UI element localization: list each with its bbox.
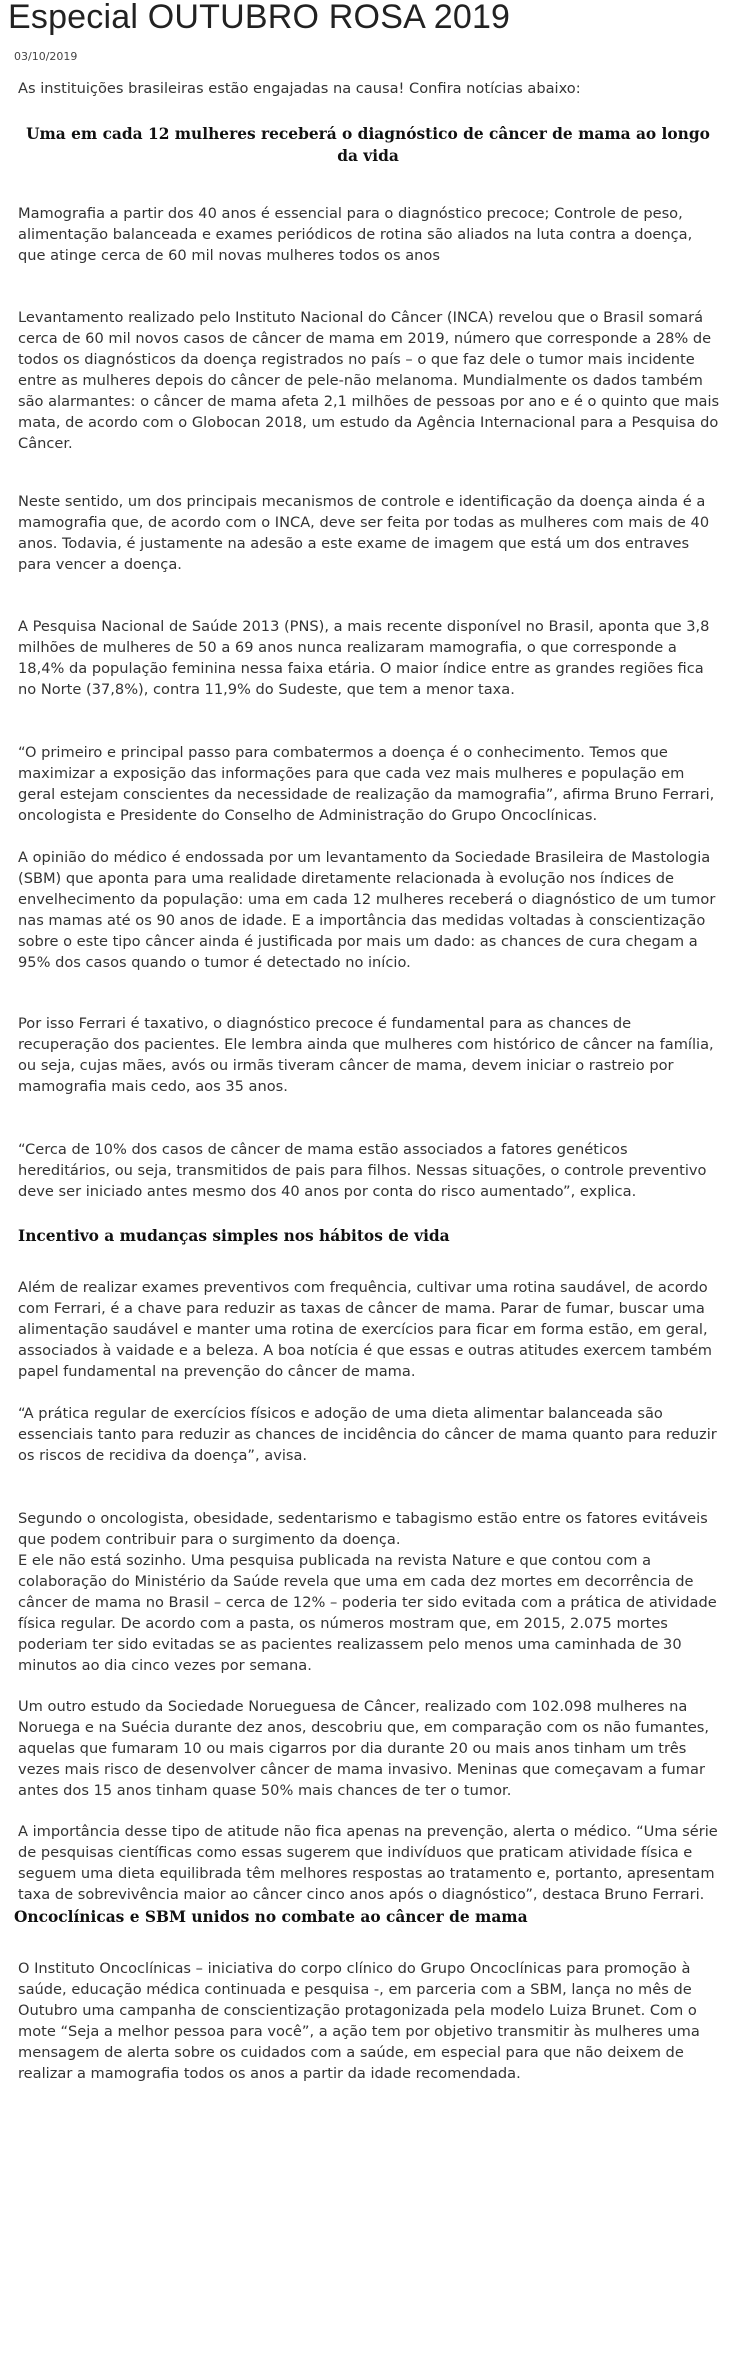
- quote-paragraph: “Cerca de 10% dos casos de câncer de mama estão associados a fatores genéticos hereditários, ou seja, transmitidos de pais para filhos. Nessas situações, o controle preventivo deve ser iniciado antes mesmo dos 40 anos por conta do risco aumentado”, explica.: [18, 1141, 707, 1200]
- paragraph: E ele não está sozinho. Uma pesquisa publicada na revista Nature e que contou com a colaboração do Ministério da Saúde revela que uma em cada dez mortes em decorrência de câncer de mama no Brasil – cerca de 12% – poderia ter sido evitada com a prática de atividade física regular. De acordo com a pasta, os números mostram que, em 2015, 2.075 mortes poderiam ter sido evitadas se as pacientes realizassem pelo menos uma caminhada de 30 minutos ao dia cinco vezes por semana.: [18, 1552, 717, 1674]
- page-title: Especial OUTUBRO ROSA 2019: [8, 0, 511, 36]
- paragraph: Neste sentido, um dos principais mecanismos de controle e identificação da doença ainda é a mamografia que, de acordo com o INCA, deve ser feita por todas as mulheres com mais de 40 anos. Todavia, é justamente na adesão a este exame de imagem que está um dos entraves para vencer a doença.: [18, 493, 710, 573]
- quote-paragraph: “A prática regular de exercícios físicos e adoção de uma dieta alimentar balanceada são essenciais tanto para reduzir as chances de incidência do câncer de mama quanto para reduzir os riscos de recidiva da doença”, avisa.: [18, 1405, 717, 1464]
- paragraph: Segundo o oncologista, obesidade, sedentarismo e tabagismo estão entre os fatores evitáveis que podem contribuir para o surgimento da doença.: [18, 1510, 708, 1548]
- paragraph: A opinião do médico é endossada por um levantamento da Sociedade Brasileira de Mastologia (SBM) que aponta para uma realidade diretamente relacionada à evolução nos índices de envelhecimento da população: uma em cada 12 mulheres receberá o diagnóstico de um tumor nas mamas até os 90 anos de idade. E a importância das medidas voltadas à conscientização sobre o este tipo câncer ainda é justificada por mais um dado: as chances de cura chegam a 95% dos casos quando o tumor é detectado no início.: [18, 849, 716, 971]
- paragraph: Um outro estudo da Sociedade Norueguesa de Câncer, realizado com 102.098 mulheres na Noruega e na Suécia durante dez anos, descobriu que, em comparação com os não fumantes, aquelas que fumaram 10 ou mais cigarros por dia durante 20 ou mais anos tinham um três vezes mais risco de desenvolver câncer de mama invasivo. Meninas que começavam a fumar antes dos 15 anos tinham quase 50% mais chances de ter o tumor.: [18, 1698, 710, 1799]
- publish-date: 03/10/2019: [14, 50, 78, 63]
- section-heading: Incentivo a mudanças simples nos hábitos de vida: [18, 1227, 450, 1245]
- article-headline: Uma em cada 12 mulheres receberá o diagnóstico de câncer de mama ao longo da vida: [26, 125, 710, 165]
- quote-paragraph: “O primeiro e principal passo para combatermos a doença é o conhecimento. Temos que maximizar a exposição das informações para que cada vez mais mulheres e população em geral estejam conscientes da necessidade de realização da mamografia”, afirma Bruno Ferrari, oncologista e Presidente do Conselho de Administração do Grupo Oncoclínicas.: [18, 744, 715, 824]
- paragraph: A Pesquisa Nacional de Saúde 2013 (PNS), a mais recente disponível no Brasil, aponta que 3,8 milhões de mulheres de 50 a 69 anos nunca realizaram mamografia, o que corresponde a 18,4% da população feminina nessa faixa etária. O maior índice entre as grandes regiões fica no Norte (37,8%), contra 11,9% do Sudeste, que tem a menor taxa.: [18, 618, 710, 698]
- section-heading: Oncoclínicas e SBM unidos no combate ao câncer de mama: [14, 1908, 528, 1926]
- paragraph: O Instituto Oncoclínicas – iniciativa do corpo clínico do Grupo Oncoclínicas para promoção à saúde, educação médica continuada e pesquisa -, em parceria com a SBM, lança no mês de Outubro uma campanha de conscientização protagonizada pela modelo Luiza Brunet. Com o mote “Seja a melhor pessoa para você”, a ação tem por objetivo transmitir às mulheres uma mensagem de alerta sobre os cuidados com a saúde, em especial para que não deixem de realizar a mamografia todos os anos a partir da idade recomendada.: [18, 1960, 700, 2082]
- paragraph: Mamografia a partir dos 40 anos é essencial para o diagnóstico precoce; Controle de peso, alimentação balanceada e exames periódicos de rotina são aliados na luta contra a doença, que atinge cerca de 60 mil novas mulheres todos os anos: [18, 205, 693, 264]
- paragraph: Levantamento realizado pelo Instituto Nacional do Câncer (INCA) revelou que o Brasil somará cerca de 60 mil novos casos de câncer de mama em 2019, número que corresponde a 28% de todos os diagnósticos da doença registrados no país – o que faz dele o tumor mais incidente entre as mulheres depois do câncer de pele-não melanoma. Mundialmente os dados também são alarmantes: o câncer de mama afeta 2,1 milhões de pessoas por ano e é o quinto que mais mata, de acordo com o Globocan 2018, um estudo da Agência Internacional para a Pesquisa do Câncer.: [18, 309, 720, 452]
- paragraph: Além de realizar exames preventivos com frequência, cultivar uma rotina saudável, de acordo com Ferrari, é a chave para reduzir as taxas de câncer de mama. Parar de fumar, buscar uma alimentação saudável e manter uma rotina de exercícios para ficar em forma estão, em geral, associados à vaidade e a beleza. A boa notícia é que essas e outras atitudes exercem também papel fundamental na prevenção do câncer de mama.: [18, 1279, 712, 1380]
- quote-paragraph: A importância desse tipo de atitude não fica apenas na prevenção, alerta o médico. “Uma série de pesquisas científicas como essas sugerem que indivíduos que praticam atividade física e seguem uma dieta equilibrada têm melhores respostas ao tratamento e, portanto, apresentam taxa de sobrevivência maior ao câncer cinco anos após o diagnóstico”, destaca Bruno Ferrari.: [18, 1823, 718, 1903]
- intro-text: As instituições brasileiras estão engajadas na causa! Confira notícias abaixo:: [18, 80, 581, 97]
- paragraph: Por isso Ferrari é taxativo, o diagnóstico precoce é fundamental para as chances de recuperação dos pacientes. Ele lembra ainda que mulheres com histórico de câncer na família, ou seja, cujas mães, avós ou irmãs tiveram câncer de mama, devem iniciar o rastreio por mamografia mais cedo, aos 35 anos.: [18, 1015, 714, 1095]
